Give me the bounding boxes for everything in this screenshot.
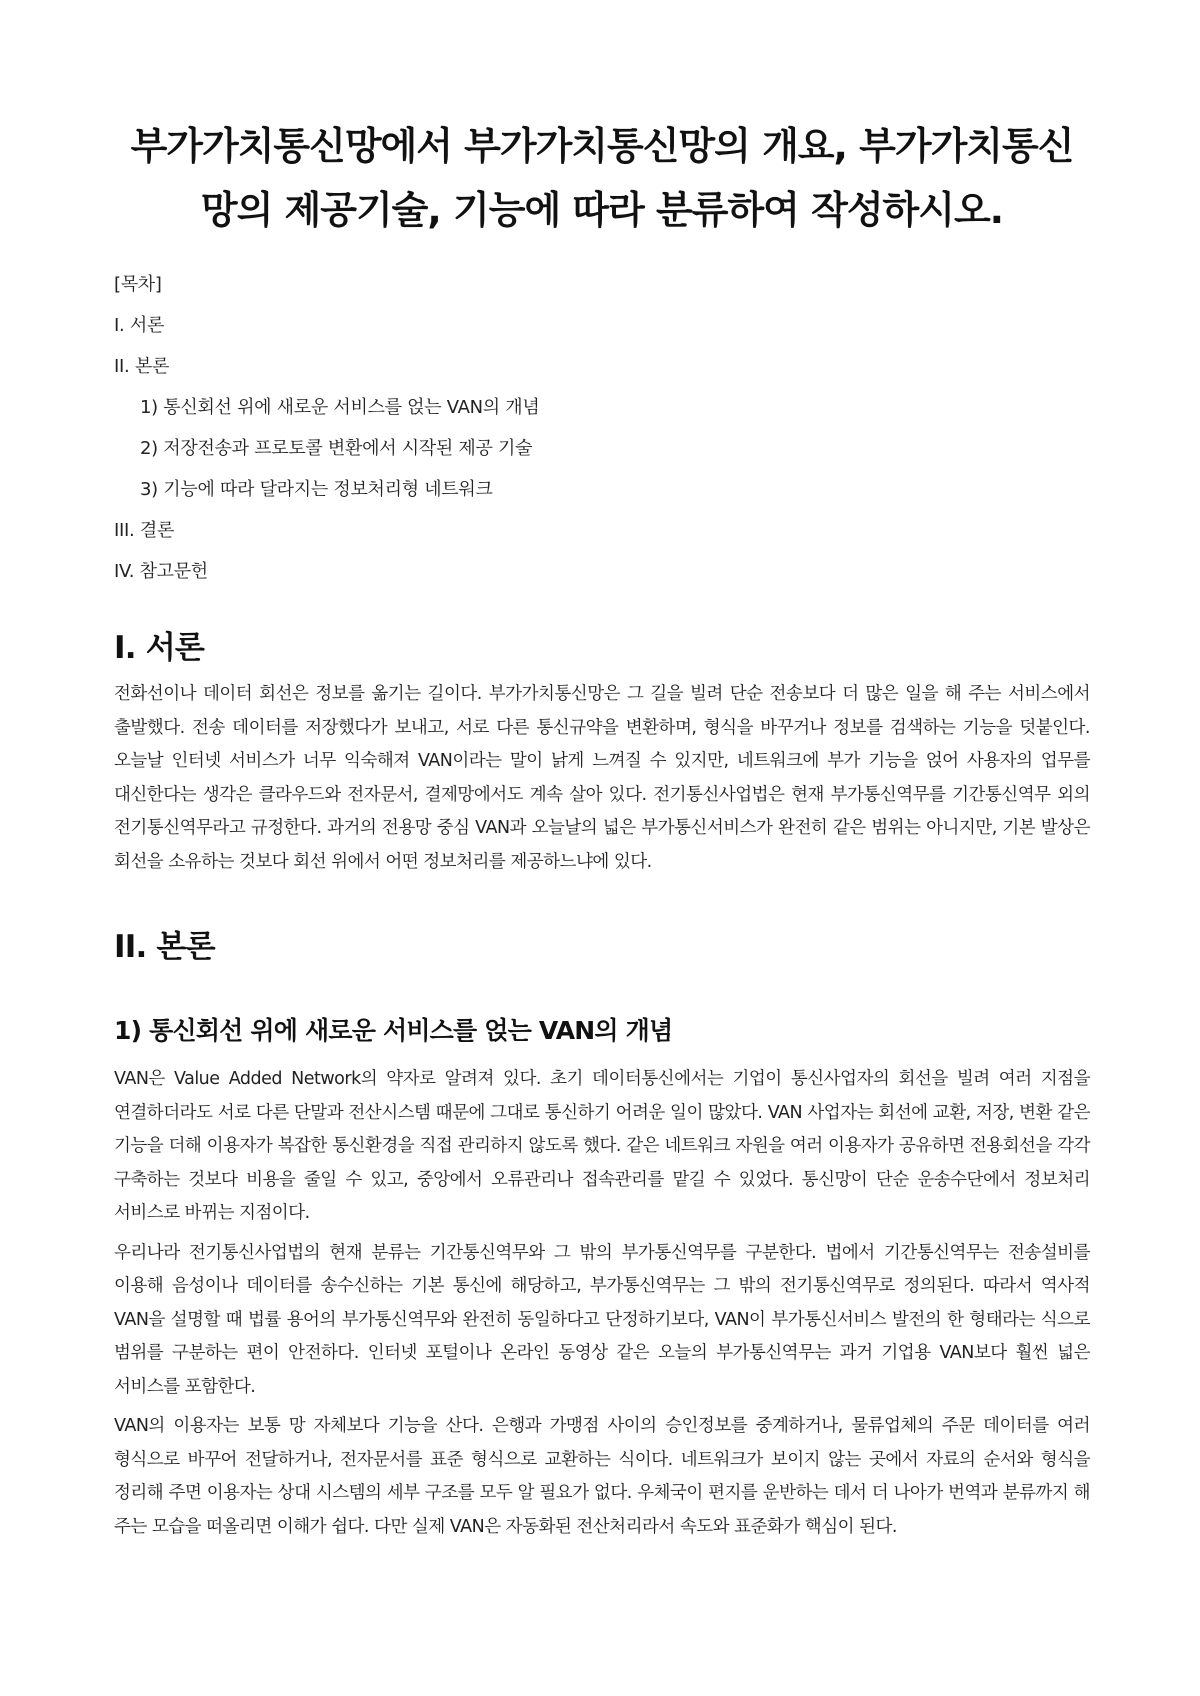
toc-item-body: II. 본론 (114, 356, 170, 377)
toc-subitem-1: 1) 통신회선 위에 새로운 서비스를 얹는 VAN의 개념 (140, 397, 540, 418)
intro-paragraph: 전화선이나 데이터 회선은 정보를 옮기는 길이다. 부가가치통신망은 그 길을 빌려 단순 전송보다 더 많은 일을 해 주는 서비스에서 출발했다. 전송 데이터를 저장했다가 보내고, 서로 다른 통신규약을 변환하며, 형식을 바꾸거나 정보를 검색하는 기능을 덧붙인다. 오늘날 인터넷 서비스가 너무 익숙해져 VAN이라는 말이 낡게 느껴질 수 있지만, 네트워크에 부가 기능을 얹어 사용자의 업무를 대신한다는 생각은 클라우드와 전자문서, 결제망에서도 계속 살아 있다. 전기통신사업법은 현재 부가통신역무를 기간통신역무 외의 전기통신역무라고 규정한다. 과거의 전용망 중심 VAN과 오늘날의 넓은 부가통신서비스가 완전히 같은 범위는 아니지만, 기본 발상은 회선을 소유하는 것보다 회선 위에서 어떤 정보처리를 제공하느냐에 있다. (114, 684, 1090, 872)
toc-header: [목차] (114, 274, 162, 295)
body-heading: II. 본론 (114, 929, 215, 965)
toc-item-references: IV. 참고문헌 (114, 561, 208, 582)
section-1-paragraph: 우리나라 전기통신사업법의 현재 분류는 기간통신역무와 그 밖의 부가통신역무를 구분한다. 법에서 기간통신역무는 전송설비를 이용해 음성이나 데이터를 송수신하는 기본 통신에 해당하고, 부가통신역무는 그 밖의 전기통신역무로 정의된다. 따라서 역사적 VAN을 설명할 때 법률 용어의 부가통신역무와 완전히 동일하다고 단정하기보다, VAN이 부가통신서비스 발전의 한 형태라는 식으로 범위를 구분하는 편이 안전하다. 인터넷 포털이나 온라인 동영상 같은 오늘의 부가통신역무는 과거 기업용 VAN보다 훨씬 넓은 서비스를 포함한다. (114, 1242, 1090, 1397)
table-of-contents (114, 264, 1090, 592)
toc-subitem-2: 2) 저장전송과 프로토콜 변환에서 시작된 제공 기술 (140, 438, 533, 459)
intro-heading: I. 서론 (114, 630, 204, 666)
toc-item-introduction: I. 서론 (114, 315, 165, 336)
section-1-heading: 1) 통신회선 위에 새로운 서비스를 얹는 VAN의 개념 (114, 1016, 673, 1045)
toc-subitem-3: 3) 기능에 따라 달라지는 정보처리형 네트워크 (140, 479, 493, 500)
toc-item-conclusion: III. 결론 (114, 520, 175, 541)
section-1-paragraph: VAN은 Value Added Network의 약자로 알려져 있다. 초기 데이터통신에서는 기업이 통신사업자의 회선을 빌려 여러 지점을 연결하더라도 서로 다른 단말과 전산시스템 때문에 그대로 통신하기 어려운 일이 많았다. VAN 사업자는 회선에 교환, 저장, 변환 같은 기능을 더해 이용자가 복잡한 통신환경을 직접 관리하지 않도록 했다. 같은 네트워크 자원을 여러 이용자가 공유하면 전용회선을 각각 구축하는 것보다 비용을 줄일 수 있고, 중앙에서 오류관리나 접속관리를 맡길 수 있었다. 통신망이 단순 운송수단에서 정보처리 서비스로 바뀌는 지점이다. (114, 1069, 1090, 1223)
document-title: 부가가치통신망에서 부가가치통신망의 개요, 부가가치통신망의 제공기술, 기능에 따라 분류하여 작성하시오. (130, 124, 1074, 232)
section-1-paragraph: VAN의 이용자는 보통 망 자체보다 기능을 산다. 은행과 가맹점 사이의 승인정보를 중계하거나, 물류업체의 주문 데이터를 여러 형식으로 바꾸어 전달하거나, 전자문서를 표준 형식으로 교환하는 식이다. 네트워크가 보이지 않는 곳에서 자료의 순서와 형식을 정리해 주면 이용자는 상대 시스템의 세부 구조를 모두 알 필요가 없다. 우체국이 편지를 운반하는 데서 더 나아가 번역과 분류까지 해 주는 모습을 떠올리면 이해가 쉽다. 다만 실제 VAN은 자동화된 전산처리라서 속도와 표준화가 핵심이 된다. (114, 1416, 1090, 1537)
